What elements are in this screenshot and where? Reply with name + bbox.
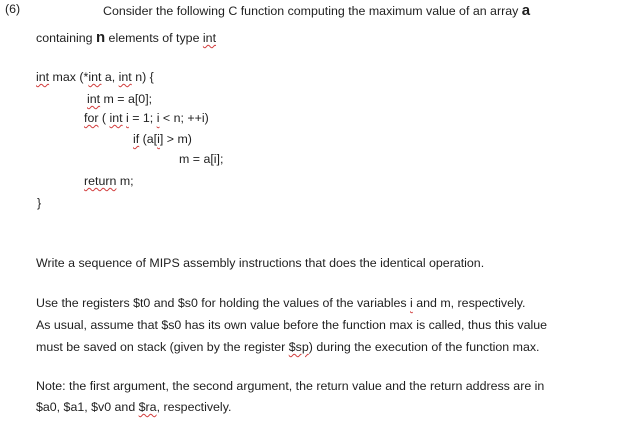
type-int: int (202, 31, 217, 45)
note-text: , respectively. (156, 400, 232, 414)
reg-sp: $sp (288, 340, 309, 354)
code-text: m = a[0]; (100, 92, 153, 106)
code-line-2 (87, 93, 152, 105)
intro-text-b-mid: elements of type (105, 31, 203, 45)
kw-int: int (88, 70, 102, 84)
kw-int: int (109, 111, 123, 125)
paragraph-instruction: Write a sequence of MIPS assembly instructions that does the identical operation. (36, 256, 485, 270)
reg-ra: $ra (138, 400, 157, 414)
registers-text: ) during the execution of the function max. (308, 340, 540, 354)
code-text: a, (101, 70, 119, 84)
intro-text-b-pre: containing (36, 31, 96, 45)
code-line-1 (36, 71, 154, 83)
kw-if: if (133, 132, 140, 146)
registers-line-2: As usual, assume that $s0 has its own value before the function max is called, thus this value (36, 318, 548, 332)
var-n: n (95, 29, 106, 46)
registers-text: Use the registers $t0 and $s0 for holding the values of the variables (36, 296, 411, 310)
kw-int: int (118, 70, 132, 84)
kw-int: int (87, 92, 101, 106)
kw-int: int (36, 70, 50, 84)
note-line-2 (36, 401, 231, 413)
registers-text: must be saved on stack (given by the register (36, 340, 289, 354)
code-line-6 (84, 175, 134, 187)
note-text: $a0, $a1, $v0 and (36, 400, 139, 414)
code-line-7: } (37, 196, 42, 210)
code-text: < n; ++i) (159, 111, 209, 125)
problem-number: (6) (5, 2, 21, 16)
problem-intro-line1 (103, 3, 530, 18)
code-text: (a[ (139, 132, 158, 146)
var-i: i (156, 111, 160, 125)
code-text: max (* (49, 70, 89, 84)
kw-for: for (84, 111, 99, 125)
code-text: = 1; (128, 111, 157, 125)
code-line-3 (84, 112, 209, 124)
code-text: n) { (131, 70, 154, 84)
var-i: i (410, 296, 413, 310)
var-a: a (521, 2, 531, 19)
var-i: i (126, 111, 129, 125)
note-line-1: Note: the first argument, the second argument, the return value and the return address are in (36, 379, 545, 393)
registers-text: and m, respectively. (412, 296, 526, 310)
problem-intro-line2 (36, 30, 216, 45)
intro-text-a: Consider the following C function computing the maximum value of an array (103, 4, 522, 18)
code-text: m; (116, 174, 134, 188)
registers-line-1 (36, 297, 526, 309)
code-line-4 (133, 133, 192, 145)
kw-return: return (84, 174, 117, 188)
code-text: ] > m) (159, 132, 192, 146)
registers-line-3 (36, 341, 540, 353)
code-line-5: m = a[i]; (179, 152, 224, 166)
code-text: ( (98, 111, 110, 125)
var-i: i (157, 132, 160, 146)
